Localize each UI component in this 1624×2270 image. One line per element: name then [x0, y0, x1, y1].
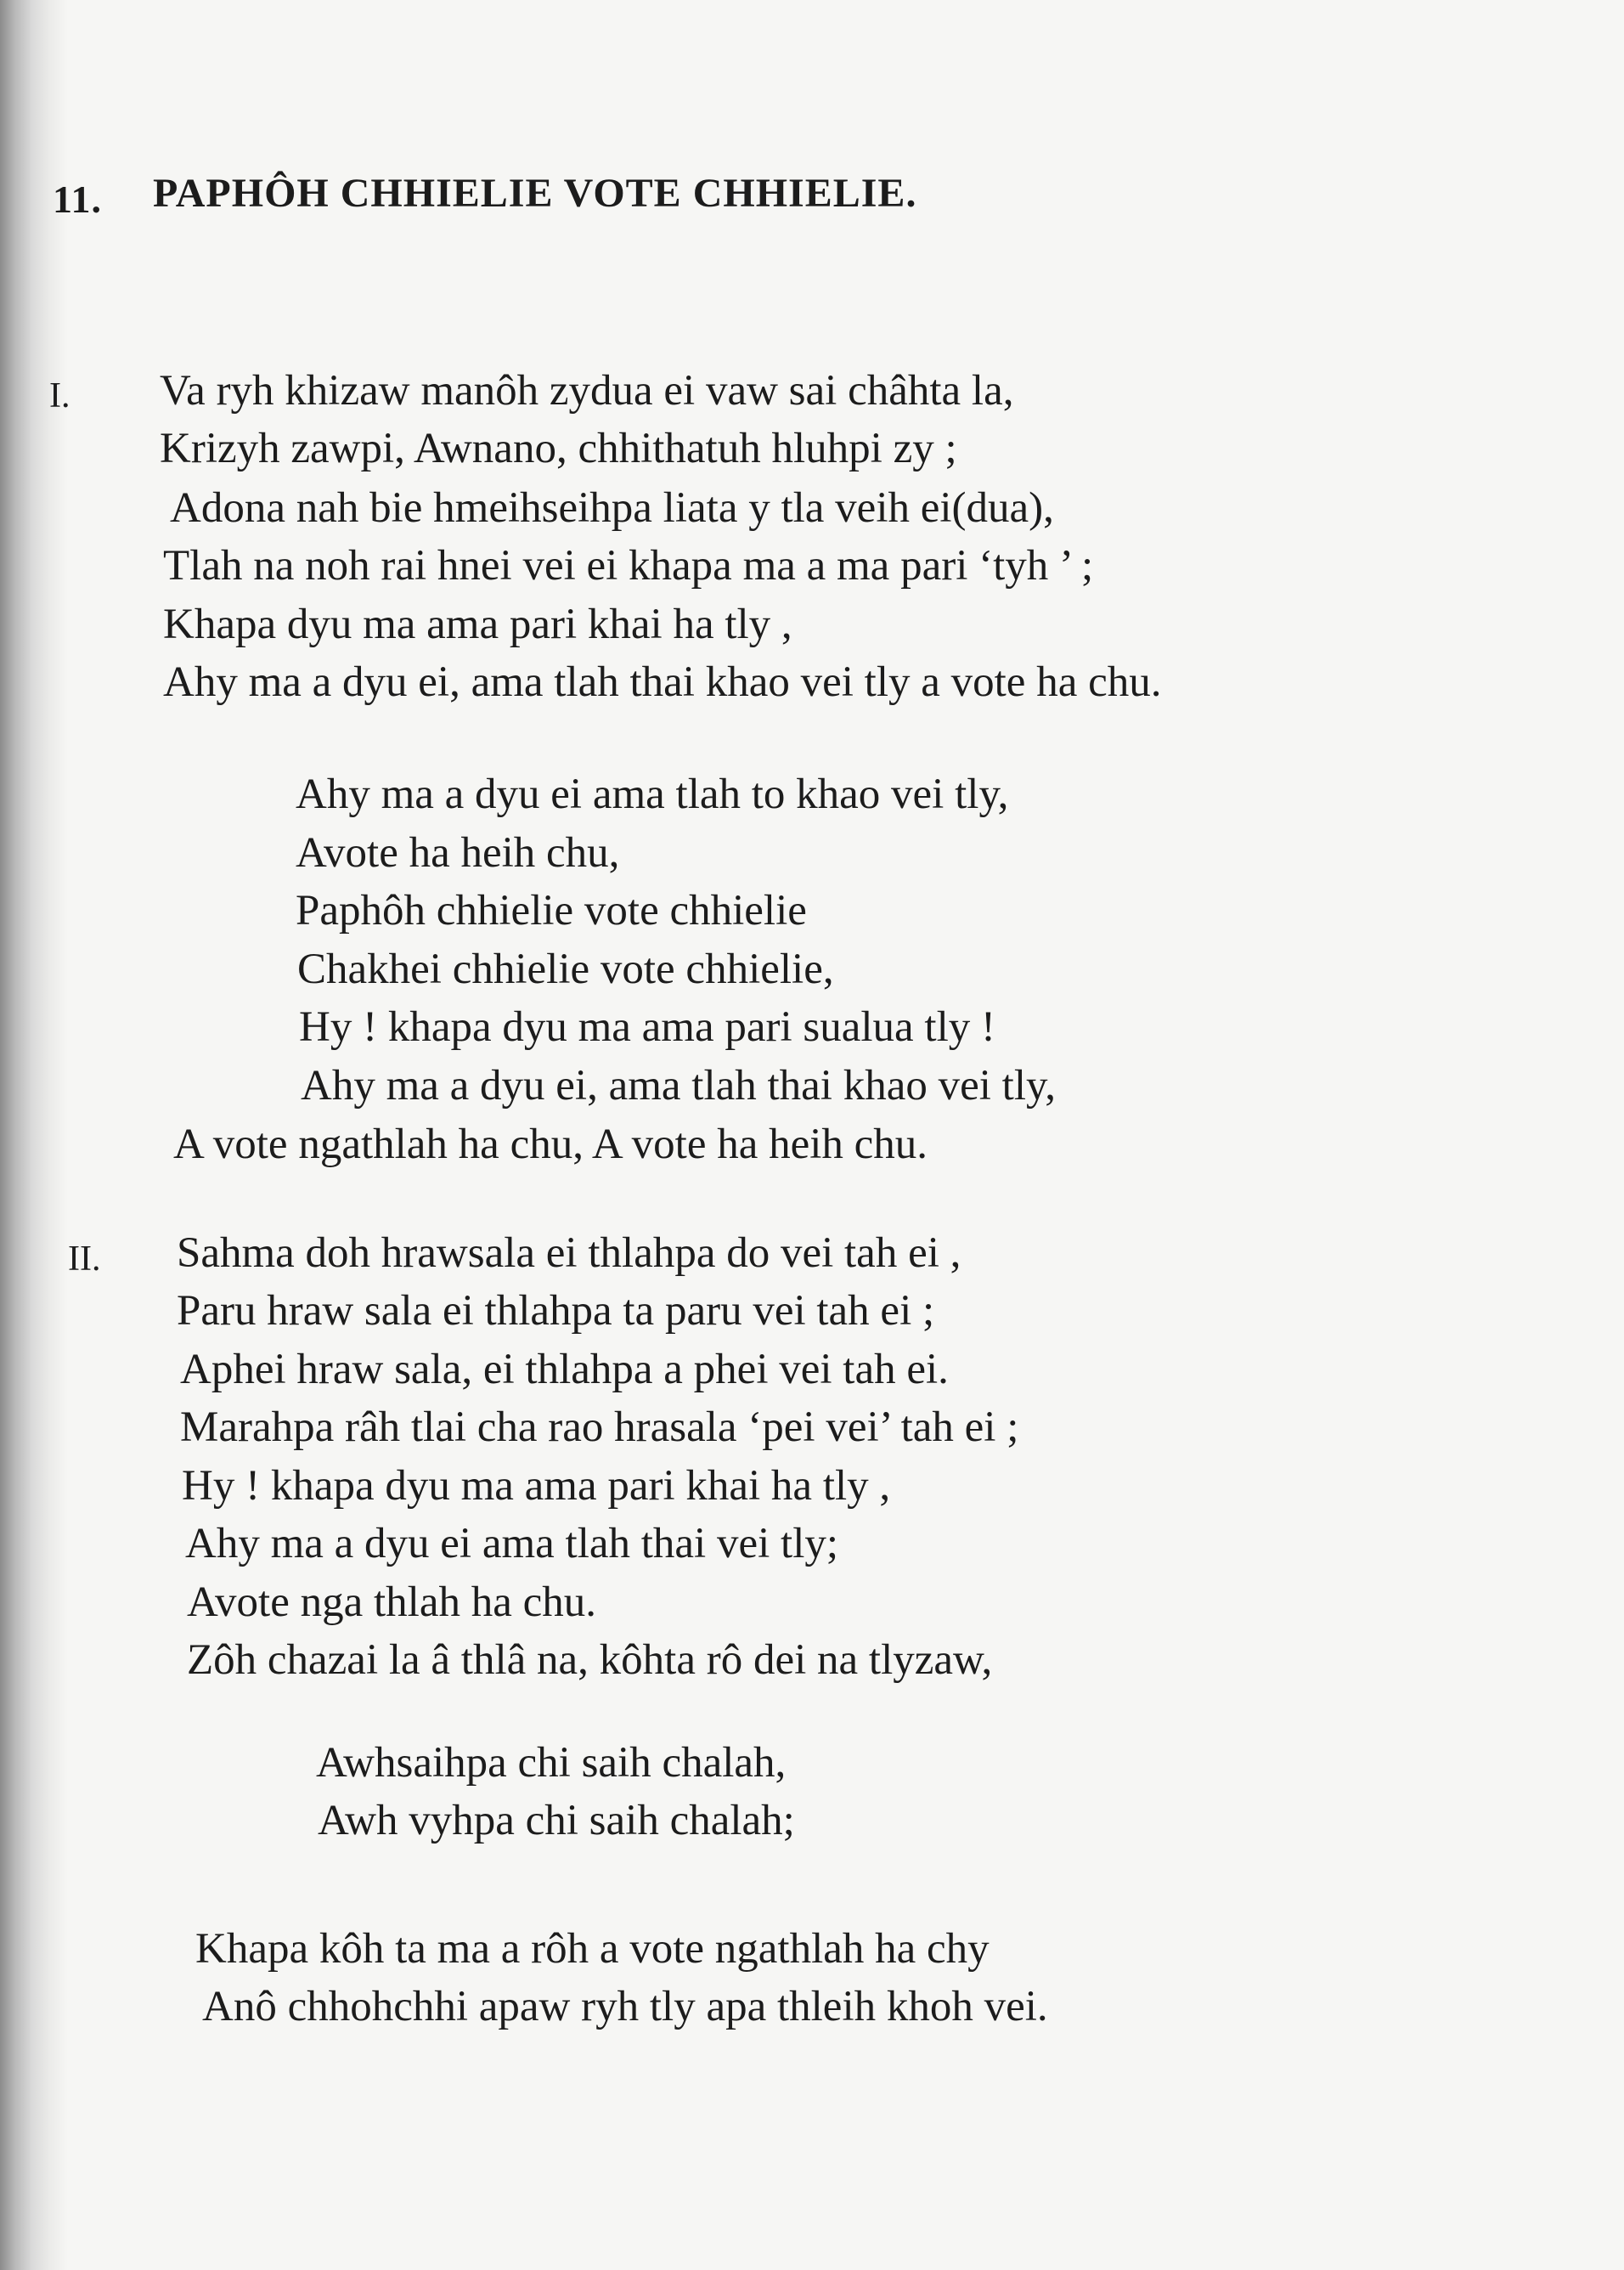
stanza-1-line-4: Tlah na noh rai hnei vei ei khapa ma a ma pari ‘tyh ’ ; — [163, 542, 1094, 590]
chorus-line-1: Ahy ma a dyu ei ama tlah to khao vei tly, — [296, 771, 1009, 818]
stanza-2-line-3: Aphei hraw sala, ei thlahpa a phei vei tah ei. — [180, 1346, 949, 1393]
song-title: PAPHÔH CHHIELIE VOTE CHHIELIE. — [153, 171, 917, 216]
stanza-2-line-8: Zôh chazai la â thlâ na, kôhta rô dei na tlyzaw, — [187, 1636, 993, 1684]
stanza-2-line-5: Hy ! khapa dyu ma ama pari khai ha tly , — [182, 1462, 891, 1510]
couplet-line-2: Awh vyhpa chi saih chalah; — [318, 1797, 795, 1844]
song-number: 11. — [53, 178, 102, 221]
stanza-2-number: II. — [68, 1239, 101, 1279]
stanza-1-line-3: Adona nah bie hmeihseihpa liata y tla veih ei(dua), — [170, 484, 1054, 532]
chorus-line-6: Ahy ma a dyu ei, ama tlah thai khao vei tly, — [301, 1062, 1056, 1110]
ending-line-1: Khapa kôh ta ma a rôh a vote ngathlah ha chy — [195, 1925, 990, 1973]
stanza-2-line-6: Ahy ma a dyu ei ama tlah thai vei tly; — [185, 1520, 839, 1567]
stanza-1-line-5: Khapa dyu ma ama pari khai ha tly , — [163, 601, 792, 648]
stanza-2-line-1: Sahma doh hrawsala ei thlahpa do vei tah ei , — [177, 1229, 961, 1277]
ending-line-2: Anô chhohchhi apaw ryh tly apa thleih khoh vei. — [202, 1983, 1048, 2030]
stanza-2-line-7: Avote nga thlah ha chu. — [187, 1578, 596, 1626]
couplet-line-1: Awhsaihpa chi saih chalah, — [316, 1739, 787, 1787]
stanza-1-line-1: Va ryh khizaw manôh zydua ei vaw sai châhta la, — [160, 367, 1014, 415]
chorus-line-3: Paphôh chhielie vote chhielie — [296, 887, 807, 935]
chorus-line-5: Hy ! khapa dyu ma ama pari sualua tly ! — [299, 1003, 995, 1051]
stanza-1-number: I. — [49, 376, 70, 415]
stanza-1-line-2: Krizyh zawpi, Awnano, chhithatuh hluhpi zy ; — [160, 425, 957, 472]
chorus-line-4: Chakhei chhielie vote chhielie, — [297, 946, 834, 993]
chorus-closing-line: A vote ngathlah ha chu, A vote ha heih chu. — [173, 1121, 928, 1168]
stanza-2-line-2: Paru hraw sala ei thlahpa ta paru vei tah ei ; — [177, 1287, 935, 1335]
stanza-2-line-4: Marahpa râh tlai cha rao hrasala ‘pei vei’ tah ei ; — [180, 1403, 1019, 1451]
stanza-1-line-6: Ahy ma a dyu ei, ama tlah thai khao vei tly a vote ha chu. — [163, 658, 1162, 706]
chorus-line-2: Avote ha heih chu, — [296, 829, 620, 877]
